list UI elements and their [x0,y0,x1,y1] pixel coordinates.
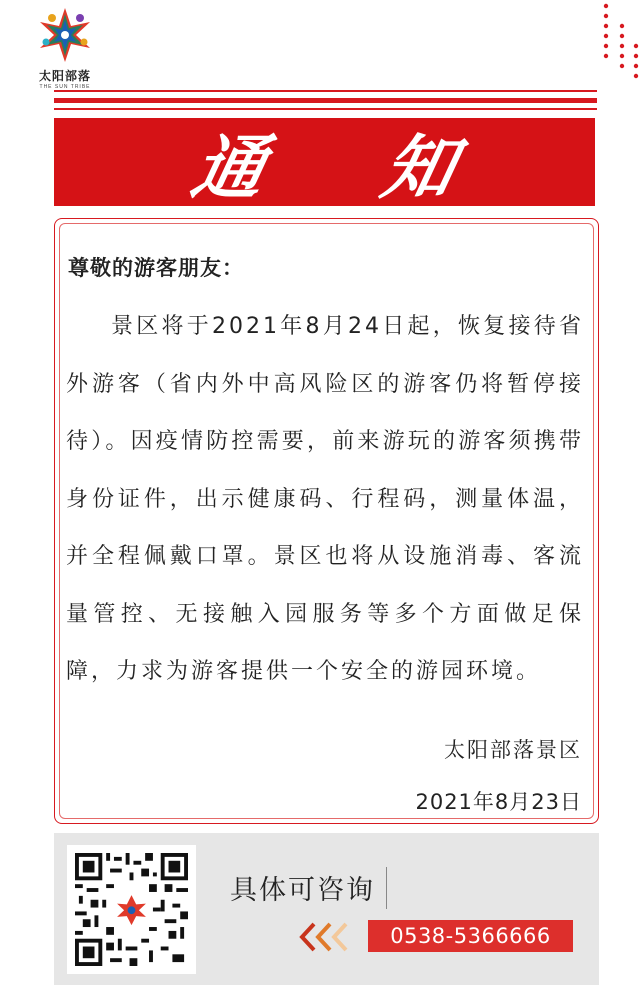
chevron-arrows-icon [296,920,360,954]
notice-signature: 太阳部落景区 [444,738,582,762]
divider-line [54,90,597,92]
divider-line [386,867,387,909]
qr-code-icon [75,853,188,966]
logo-text-cn: 太阳部落 [38,69,91,83]
decorative-dots-icon [598,2,640,80]
qr-code[interactable] [67,845,196,974]
notice-greeting: 尊敬的游客朋友： [68,256,244,280]
divider-line [54,98,597,103]
notice-body: 景区将于2021年8月24日起，恢复接待省外游客（省内外中高风险区的游客仍将暂停接待）。因疫情防控需要，前来游玩的游客须携带身份证件，出示健康码、行程码，测量体温，并全程佩戴口罩。景区也将从设施消毒、客流量管控、无接触入园服务等多个方面做足保障，力求为游客提供一个安全的游园环境。 [66,314,584,684]
title-char: 知 [374,126,463,209]
divider-line [54,108,597,110]
logo-star-icon [36,6,94,64]
consult-label: 具体可咨询 [230,875,375,906]
brand-logo [28,6,102,90]
title-banner [54,118,595,209]
phone-number[interactable]: 0538-5366666 [368,920,573,952]
logo-text-en: THE SUN TRIBE [39,84,91,90]
title-char: 通 [184,126,273,209]
notice-date: 2021年8月23日 [415,790,582,814]
